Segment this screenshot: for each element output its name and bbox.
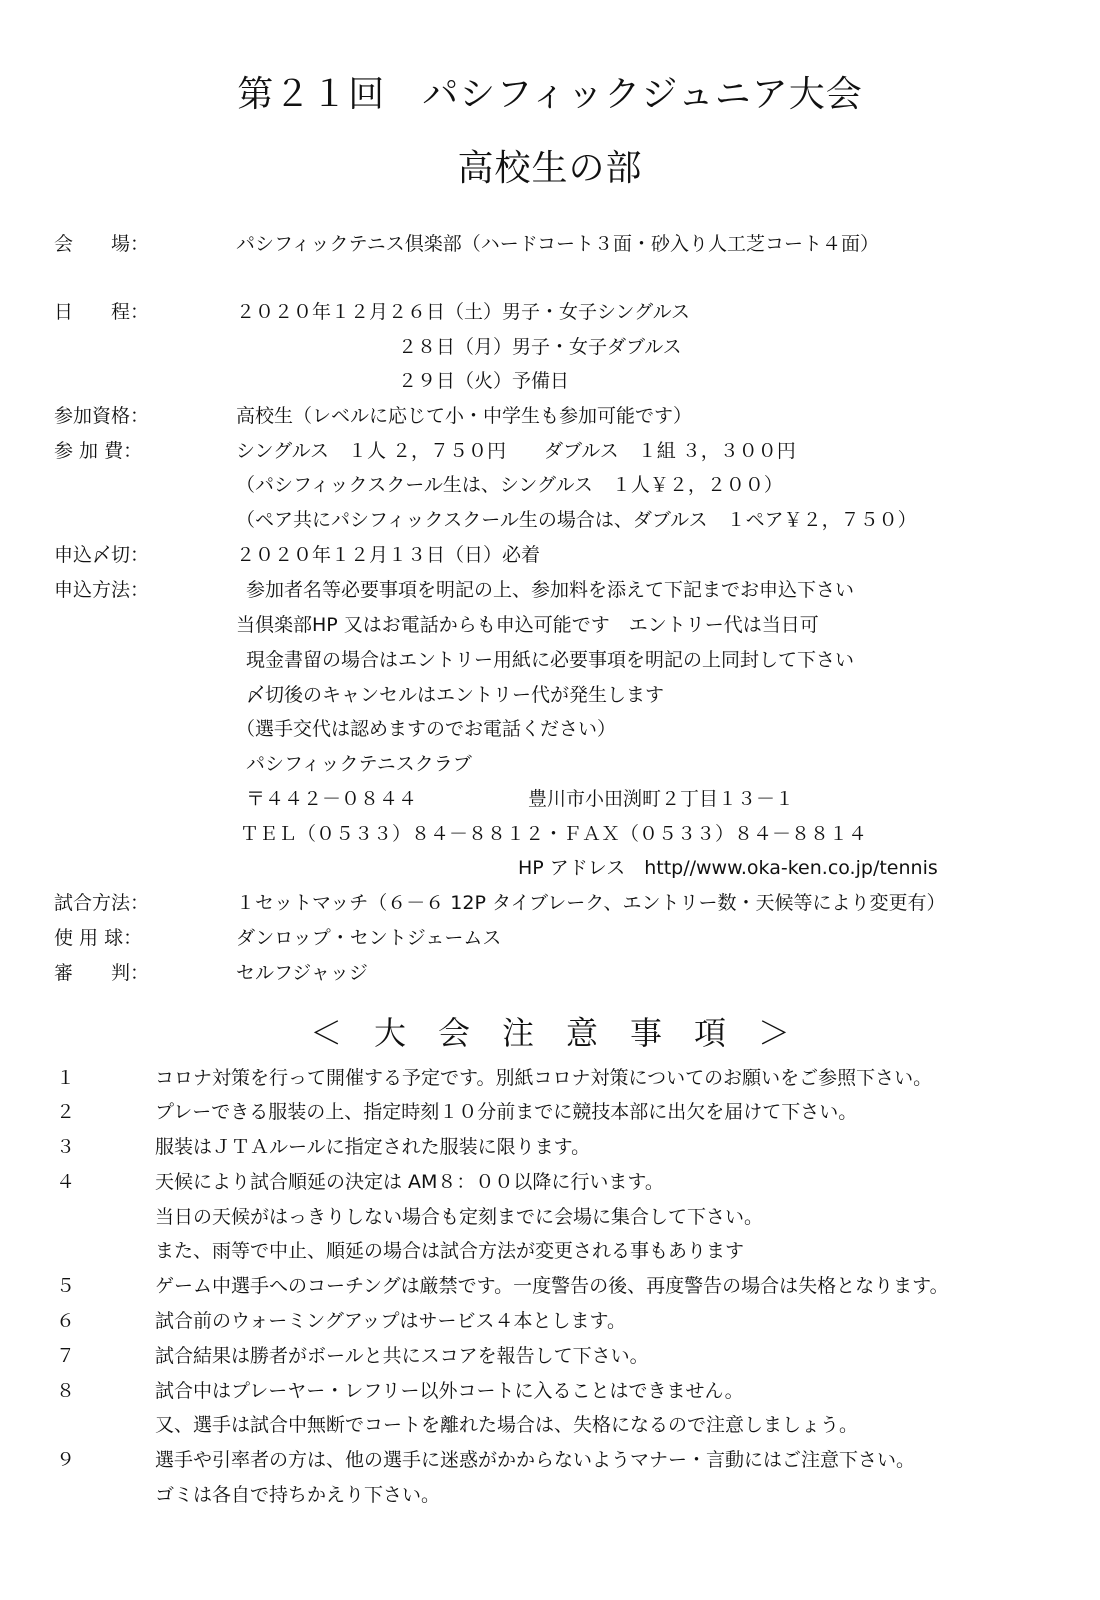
deadline-value: ２０２０年１２月１３日（日）必着 <box>236 544 541 566</box>
method-line: 参加者名等必要事項を明記の上、参加料を添えて下記までお申込下さい <box>246 579 855 601</box>
note-text: ゲーム中選手へのコーチングは厳禁です。一度警告の後、再度警告の場合は失格となります。 <box>155 1275 949 1297</box>
method-label: 申込方法： <box>54 579 150 601</box>
eligibility-value: 高校生（レベルに応じて小・中学生も参加可能です） <box>236 405 693 427</box>
referee-label: 審 判： <box>54 962 150 984</box>
note-text: ゴミは各自で持ちかえり下さい。 <box>155 1484 441 1506</box>
method-line: 当倶楽部HP 又はお電話からも申込可能です エントリー代は当日可 <box>236 614 819 636</box>
note-text: プレーできる服装の上、指定時刻１０分前までに競技本部に出欠を届けて下さい。 <box>155 1101 858 1123</box>
method-line: （選手交代は認めますのでお電話ください） <box>236 718 617 740</box>
fee-line: （ペア共にパシフィックスクール生の場合は、ダブルス １ペア￥２，７５０） <box>236 509 917 531</box>
method-line: 〆切後のキャンセルはエントリー代が発生します <box>246 684 665 706</box>
ball-value: ダンロップ・セントジェームス <box>236 927 502 949</box>
note-text: 試合中はプレーヤー・レフリー以外コートに入ることはできません。 <box>155 1380 744 1402</box>
note-text: 天候により試合順延の決定は AM８：００以降に行います。 <box>155 1171 664 1193</box>
method-line: 現金書留の場合はエントリー用紙に必要事項を明記の上同封して下さい <box>246 649 855 671</box>
note-number: ３ <box>56 1136 76 1158</box>
match-label: 試合方法： <box>54 892 150 914</box>
schedule-line: ２９日（火）予備日 <box>398 370 570 392</box>
fee-line: （パシフィックスクール生は、シングルス １人￥２，２００） <box>236 474 783 496</box>
note-text: 選手や引率者の方は、他の選手に迷惑がかからないようマナー・言動にはご注意下さい。 <box>155 1449 916 1471</box>
note-number: ９ <box>56 1449 76 1471</box>
fee-label: 参 加 費： <box>54 440 143 462</box>
note-number: ６ <box>56 1310 76 1332</box>
note-text: また、雨等で中止、順延の場合は試合方法が変更される事もあります <box>155 1240 745 1262</box>
eligibility-label: 参加資格： <box>54 405 150 427</box>
referee-value: セルフジャッジ <box>236 962 368 984</box>
page-subtitle: 高校生の部 <box>457 148 643 189</box>
note-text: 当日の天候がはっきりしない場合も定刻までに会場に集合して下さい。 <box>155 1206 764 1228</box>
venue-label: 会 場： <box>54 233 150 255</box>
postal-code: 〒４４２－０８４４ <box>246 788 418 810</box>
address: 豊川市小田渕町２丁目１３－１ <box>528 788 795 810</box>
club-name: パシフィックテニスクラブ <box>246 753 472 775</box>
ball-label: 使 用 球： <box>54 927 143 949</box>
note-number: ７ <box>56 1345 76 1367</box>
schedule-line: ２８日（月）男子・女子ダブルス <box>398 336 682 358</box>
note-number: ８ <box>56 1380 76 1402</box>
note-text: 又、選手は試合中無断でコートを離れた場合は、失格になるので注意しましょう。 <box>155 1414 859 1436</box>
schedule-label: 日 程： <box>54 301 150 323</box>
note-number: ４ <box>56 1171 76 1193</box>
homepage-address: HP アドレス http//www.oka-ken.co.jp/tennis <box>518 857 938 879</box>
note-number: １ <box>56 1067 76 1089</box>
note-number: ２ <box>56 1101 76 1123</box>
tel-fax: ＴＥＬ（０５３３）８４－８８１２・ＦＡＸ（０５３３）８４－８８１４ <box>240 823 868 845</box>
match-value: １セットマッチ（６－６ 12P タイブレーク、エントリー数・天候等により変更有） <box>236 892 946 914</box>
note-text: 服装はＪＴＡルールに指定された服装に限ります。 <box>155 1136 591 1158</box>
notes-heading: ＜ 大 会 注 意 事 項 ＞ <box>309 1014 790 1052</box>
fee-line: シングルス １人 ２，７５０円 ダブルス １組 ３，３００円 <box>236 440 796 462</box>
note-text: 試合結果は勝者がボールと共にスコアを報告して下さい。 <box>155 1345 649 1367</box>
note-number: ５ <box>56 1275 76 1297</box>
page-title: 第２１回 パシフィックジュニア大会 <box>237 74 863 115</box>
note-text: コロナ対策を行って開催する予定です。別紙コロナ対策についてのお願いをご参照下さい。 <box>155 1067 933 1089</box>
schedule-line: ２０２０年１２月２６日（土）男子・女子シングルス <box>236 301 691 323</box>
deadline-label: 申込〆切： <box>54 544 150 566</box>
venue-value: パシフィックテニス倶楽部（ハードコート３面・砂入り人工芝コート４面） <box>236 233 879 255</box>
note-text: 試合前のウォーミングアップはサービス４本とします。 <box>155 1310 627 1332</box>
